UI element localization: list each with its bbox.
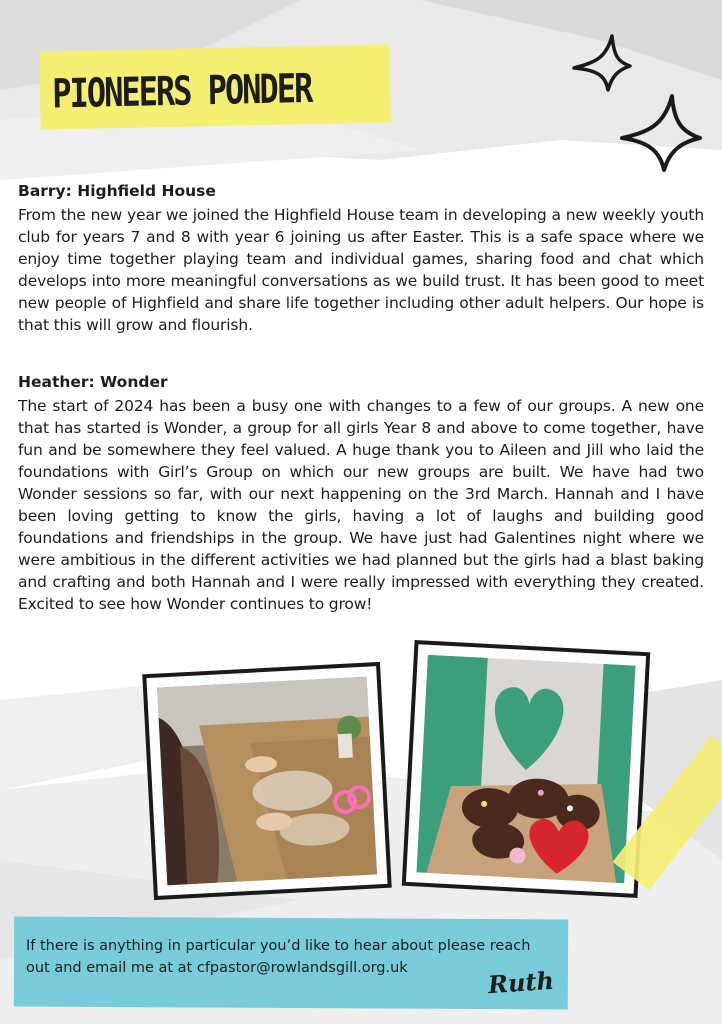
baking-image [157, 677, 377, 886]
sparkle-icon [560, 28, 710, 178]
heart-cookies-image [416, 655, 635, 884]
section-heather [18, 372, 704, 615]
signature: Ruth [487, 965, 555, 1000]
footer-contact-text: If there is anything in particular you’d like to hear about please reach out and email me at at cfpastor@rowlandsgill.org.uk [26, 938, 531, 976]
section-heading: Barry: Highfield House [18, 182, 216, 200]
section-barry [18, 181, 704, 336]
section-body: From the new year we joined the Highfield House team in developing a new weekly youth club for years 7 and 8 with year 6 joining us after Easter. This is a safe space where we enjoy time together playing team and individual games, sharing food and chat which develops into more meaningful conversations as we build trust. It has been good to meet new people of Highfield and share life together including other adult helpers. Our hope is that this will grow and flourish. [18, 206, 704, 334]
baking-photo [142, 662, 392, 900]
page-title: PIONEERS PONDER [52, 64, 312, 118]
section-heading: Heather: Wonder [18, 373, 168, 391]
section-body: The start of 2024 has been a busy one with changes to a few of our groups. A new one that has started is Wonder, a group for all girls Year 8 and above to come together, have fun and be somewhere they feel valued. A huge thank you to Aileen and Jill who laid the foundations with Girl’s Group on which our new groups are built. We have had two Wonder sessions so far, with our next happening on the 3rd March. Hannah and I have been loving getting to know the girls, having a lot of laughs and building good foundations and friendships in the group. We have just had Galentines night where we were ambitious in the different activities we had planned but the girls had a blast baking and crafting and both Hannah and I were really impressed with everything they created. Excited to see how Wonder continues to grow! [18, 397, 704, 613]
